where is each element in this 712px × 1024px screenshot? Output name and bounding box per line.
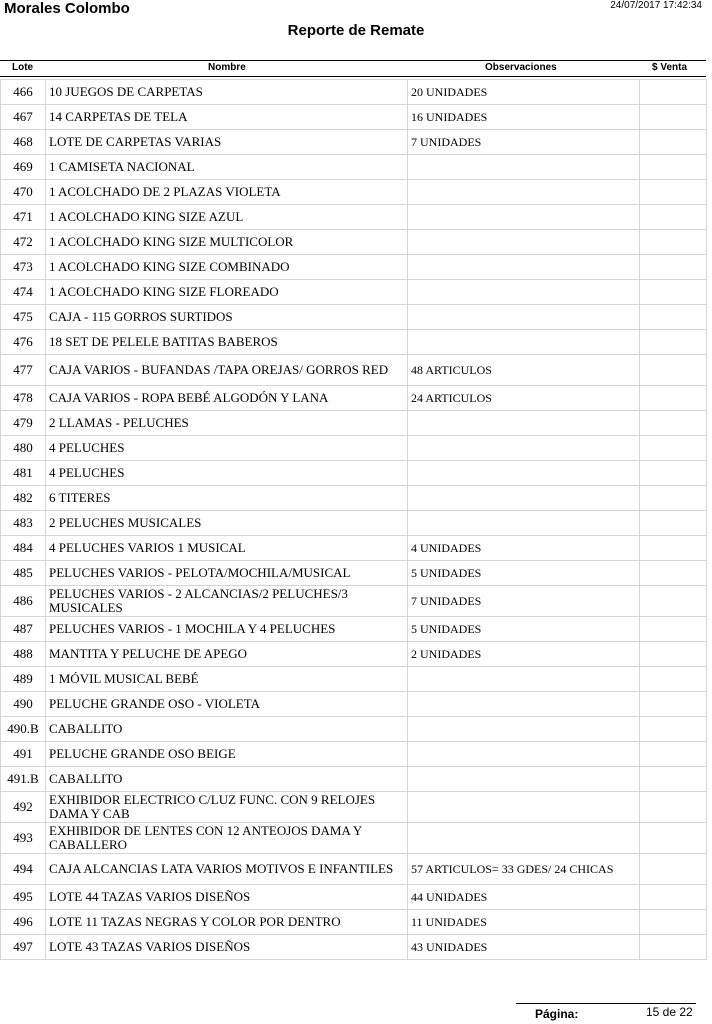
table-row — [1, 511, 707, 536]
lote-number: 496 — [1, 910, 46, 935]
lote-sale-price — [640, 130, 707, 155]
lote-number: 484 — [1, 536, 46, 561]
lote-number: 479 — [1, 411, 46, 436]
table-row — [1, 486, 707, 511]
company-name: Morales Colombo — [4, 0, 130, 17]
lote-name: LOTE 44 TAZAS VARIOS DISEÑOS — [46, 885, 408, 910]
lote-name: 4 PELUCHES — [46, 461, 408, 486]
lote-name: 1 ACOLCHADO KING SIZE AZUL — [46, 205, 408, 230]
lote-name: PELUCHES VARIOS - 1 MOCHILA Y 4 PELUCHES — [46, 617, 408, 642]
column-header-row — [0, 60, 706, 77]
table-row — [1, 230, 707, 255]
column-header-observaciones: Observaciones — [485, 62, 557, 73]
lote-sale-price — [640, 910, 707, 935]
lote-sale-price — [640, 586, 707, 617]
table-row — [1, 355, 707, 386]
lote-observations-text: 48 ARTICULOS — [411, 363, 492, 377]
lote-observations — [408, 935, 640, 960]
lote-sale-price — [640, 617, 707, 642]
lote-name: CAJA ALCANCIAS LATA VARIOS MOTIVOS E INFANTILES — [46, 854, 408, 885]
lote-sale-price — [640, 355, 707, 386]
lote-name: 1 CAMISETA NACIONAL — [46, 155, 408, 180]
lote-observations — [408, 854, 640, 885]
lote-sale-price — [640, 792, 707, 823]
report-title: Reporte de Remate — [287, 22, 425, 39]
lote-observations-text: 5 UNIDADES — [411, 566, 482, 580]
lote-number: 478 — [1, 386, 46, 411]
lote-number: 481 — [1, 461, 46, 486]
table-row — [1, 935, 707, 960]
lote-number: 491.B — [1, 767, 46, 792]
footer-divider — [516, 1003, 696, 1004]
table-row — [1, 767, 707, 792]
lote-number: 469 — [1, 155, 46, 180]
lote-name: PELUCHE GRANDE OSO - VIOLETA — [46, 692, 408, 717]
lote-name: 4 PELUCHES — [46, 436, 408, 461]
table-row — [1, 823, 707, 854]
table-row — [1, 411, 707, 436]
lote-sale-price — [640, 305, 707, 330]
lote-observations-text: 24 ARTICULOS — [411, 391, 492, 405]
lote-observations-text: 5 UNIDADES — [411, 622, 482, 636]
lote-observations — [408, 586, 640, 617]
lote-observations — [408, 667, 640, 692]
lote-sale-price — [640, 536, 707, 561]
lote-observations — [408, 330, 640, 355]
table-row — [1, 854, 707, 885]
lote-sale-price — [640, 561, 707, 586]
lote-sale-price — [640, 692, 707, 717]
table-row — [1, 155, 707, 180]
lote-name: CAJA VARIOS - BUFANDAS /TAPA OREJAS/ GORROS RED — [46, 355, 408, 386]
lote-number: 483 — [1, 511, 46, 536]
lote-observations — [408, 105, 640, 130]
lote-observations-text: 7 UNIDADES — [411, 135, 482, 149]
table-row — [1, 130, 707, 155]
lote-name: 1 ACOLCHADO KING SIZE COMBINADO — [46, 255, 408, 280]
table-row — [1, 330, 707, 355]
lote-observations-text: 20 UNIDADES — [411, 85, 488, 99]
lote-observations — [408, 155, 640, 180]
lote-number: 472 — [1, 230, 46, 255]
lote-number: 491 — [1, 742, 46, 767]
lote-sale-price — [640, 280, 707, 305]
lote-number: 470 — [1, 180, 46, 205]
lote-name: 1 ACOLCHADO KING SIZE FLOREADO — [46, 280, 408, 305]
lote-number: 482 — [1, 486, 46, 511]
lote-sale-price — [640, 885, 707, 910]
lote-sale-price — [640, 667, 707, 692]
lote-observations — [408, 80, 640, 105]
table-row — [1, 280, 707, 305]
lote-observations — [408, 642, 640, 667]
lote-name: PELUCHE GRANDE OSO BEIGE — [46, 742, 408, 767]
auction-lots-body — [1, 80, 707, 960]
lote-observations-text: 44 UNIDADES — [411, 890, 488, 904]
lote-name: MANTITA Y PELUCHE DE APEGO — [46, 642, 408, 667]
lote-observations — [408, 355, 640, 386]
lote-observations — [408, 386, 640, 411]
lote-name: 10 JUEGOS DE CARPETAS — [46, 80, 408, 105]
lote-sale-price — [640, 511, 707, 536]
lote-name: 1 MÓVIL MUSICAL BEBÉ — [46, 667, 408, 692]
lote-observations — [408, 910, 640, 935]
lote-observations-text: 4 UNIDADES — [411, 541, 482, 555]
page-label: Página: — [535, 1007, 579, 1021]
lote-sale-price — [640, 436, 707, 461]
lote-name: CAJA - 115 GORROS SURTIDOS — [46, 305, 408, 330]
lote-name: 1 ACOLCHADO DE 2 PLAZAS VIOLETA — [46, 180, 408, 205]
table-row — [1, 105, 707, 130]
column-header-nombre: Nombre — [208, 62, 246, 73]
lote-name: 1 ACOLCHADO KING SIZE MULTICOLOR — [46, 230, 408, 255]
lote-sale-price — [640, 155, 707, 180]
table-row — [1, 436, 707, 461]
lote-sale-price — [640, 80, 707, 105]
lote-number: 488 — [1, 642, 46, 667]
lote-number: 497 — [1, 935, 46, 960]
lote-sale-price — [640, 486, 707, 511]
lote-observations-text: 11 UNIDADES — [411, 915, 487, 929]
lote-name: CAJA VARIOS - ROPA BEBÉ ALGODÓN Y LANA — [46, 386, 408, 411]
lote-observations-text: 16 UNIDADES — [411, 110, 488, 124]
lote-number: 468 — [1, 130, 46, 155]
lote-observations — [408, 486, 640, 511]
table-row — [1, 617, 707, 642]
lote-observations — [408, 205, 640, 230]
lote-name: EXHIBIDOR ELECTRICO C/LUZ FUNC. CON 9 RELOJES DAMA Y CAB — [46, 792, 408, 823]
lote-name: CABALLITO — [46, 717, 408, 742]
lote-number: 477 — [1, 355, 46, 386]
lote-observations — [408, 511, 640, 536]
lote-number: 490 — [1, 692, 46, 717]
lote-name: 14 CARPETAS DE TELA — [46, 105, 408, 130]
lote-sale-price — [640, 330, 707, 355]
lote-observations — [408, 436, 640, 461]
lote-number: 487 — [1, 617, 46, 642]
lote-observations — [408, 130, 640, 155]
lote-name: PELUCHES VARIOS - 2 ALCANCIAS/2 PELUCHES/3 MUSICALES — [46, 586, 408, 617]
lote-observations — [408, 255, 640, 280]
lote-observations-text: 2 UNIDADES — [411, 647, 482, 661]
lote-observations — [408, 461, 640, 486]
lote-name: 18 SET DE PELELE BATITAS BABEROS — [46, 330, 408, 355]
lote-sale-price — [640, 205, 707, 230]
lote-name: LOTE DE CARPETAS VARIAS — [46, 130, 408, 155]
lote-number: 486 — [1, 586, 46, 617]
lote-number: 471 — [1, 205, 46, 230]
lote-number: 475 — [1, 305, 46, 330]
lote-sale-price — [640, 935, 707, 960]
lote-observations-text: 43 UNIDADES — [411, 940, 488, 954]
table-row — [1, 255, 707, 280]
table-row — [1, 80, 707, 105]
lote-sale-price — [640, 823, 707, 854]
lote-number: 474 — [1, 280, 46, 305]
table-row — [1, 642, 707, 667]
table-row — [1, 742, 707, 767]
lote-number: 473 — [1, 255, 46, 280]
table-row — [1, 305, 707, 330]
table-row — [1, 586, 707, 617]
lote-observations — [408, 536, 640, 561]
table-row — [1, 792, 707, 823]
lote-observations — [408, 792, 640, 823]
lote-observations — [408, 561, 640, 586]
lote-name: CABALLITO — [46, 767, 408, 792]
lote-observations — [408, 885, 640, 910]
lote-number: 494 — [1, 854, 46, 885]
table-row — [1, 667, 707, 692]
lote-name: 2 LLAMAS - PELUCHES — [46, 411, 408, 436]
lote-number: 485 — [1, 561, 46, 586]
lote-observations — [408, 305, 640, 330]
lote-name: 6 TITERES — [46, 486, 408, 511]
lote-observations — [408, 617, 640, 642]
table-row — [1, 461, 707, 486]
lote-number: 489 — [1, 667, 46, 692]
lote-sale-price — [640, 255, 707, 280]
lote-number: 480 — [1, 436, 46, 461]
lote-number: 466 — [1, 80, 46, 105]
lote-observations — [408, 180, 640, 205]
lote-sale-price — [640, 717, 707, 742]
lote-observations — [408, 767, 640, 792]
table-row — [1, 180, 707, 205]
lote-name: 2 PELUCHES MUSICALES — [46, 511, 408, 536]
lote-observations-text: 57 ARTICULOS= 33 GDES/ 24 CHICAS — [411, 862, 614, 876]
page-number: 15 de 22 — [646, 1005, 693, 1019]
table-row — [1, 561, 707, 586]
lote-sale-price — [640, 230, 707, 255]
lote-observations — [408, 280, 640, 305]
lote-sale-price — [640, 105, 707, 130]
lote-sale-price — [640, 742, 707, 767]
lote-name: LOTE 11 TAZAS NEGRAS Y COLOR POR DENTRO — [46, 910, 408, 935]
lote-number: 495 — [1, 885, 46, 910]
lote-number: 476 — [1, 330, 46, 355]
lote-sale-price — [640, 180, 707, 205]
lote-observations — [408, 692, 640, 717]
lote-observations — [408, 717, 640, 742]
table-row — [1, 536, 707, 561]
lote-observations — [408, 742, 640, 767]
lote-sale-price — [640, 386, 707, 411]
lote-number: 493 — [1, 823, 46, 854]
report-datetime: 24/07/2017 17:42:34 — [610, 0, 702, 11]
column-header-lote: Lote — [12, 62, 34, 73]
auction-lots-table — [0, 79, 707, 960]
table-row — [1, 205, 707, 230]
lote-name: EXHIBIDOR DE LENTES CON 12 ANTEOJOS DAMA Y CABALLERO — [46, 823, 408, 854]
table-row — [1, 692, 707, 717]
lote-sale-price — [640, 642, 707, 667]
lote-observations — [408, 823, 640, 854]
table-row — [1, 910, 707, 935]
lote-observations — [408, 411, 640, 436]
lote-number: 492 — [1, 792, 46, 823]
table-row — [1, 717, 707, 742]
column-header-venta: $ Venta — [652, 62, 688, 73]
lote-observations-text: 7 UNIDADES — [411, 594, 482, 608]
lote-sale-price — [640, 411, 707, 436]
lote-sale-price — [640, 767, 707, 792]
lote-name: 4 PELUCHES VARIOS 1 MUSICAL — [46, 536, 408, 561]
lote-name: PELUCHES VARIOS - PELOTA/MOCHILA/MUSICAL — [46, 561, 408, 586]
lote-name: LOTE 43 TAZAS VARIOS DISEÑOS — [46, 935, 408, 960]
lote-sale-price — [640, 461, 707, 486]
table-row — [1, 885, 707, 910]
lote-observations — [408, 230, 640, 255]
table-row — [1, 386, 707, 411]
lote-sale-price — [640, 854, 707, 885]
lote-number: 490.B — [1, 717, 46, 742]
lote-number: 467 — [1, 105, 46, 130]
